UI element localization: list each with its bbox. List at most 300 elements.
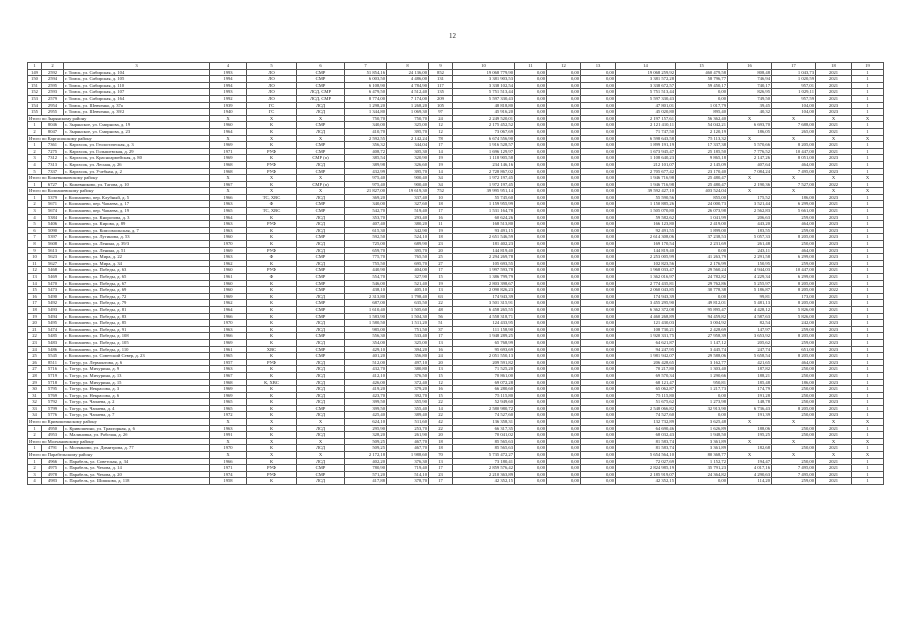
table-cell: 15 (28, 287, 42, 294)
table-cell: РУФ (247, 465, 297, 472)
table-cell: СМР (п) (297, 155, 345, 162)
table-cell: Х (247, 135, 297, 142)
table-cell: 5776 (42, 412, 64, 419)
table-cell: 3 361,89 (676, 438, 728, 445)
table-cell: 5495 (42, 320, 64, 327)
table-cell: 410,70 (345, 128, 387, 135)
table-cell: 1 118 905,58 (453, 155, 515, 162)
table-cell: 26 (28, 359, 42, 366)
table-cell: 0,00 (676, 89, 728, 96)
table-cell: 0,00 (515, 313, 547, 320)
table-cell: г. Колпашево, ул. Советский Север, д. 23 (64, 353, 210, 360)
table-cell: 17 (429, 333, 453, 340)
table-cell: 2021 (816, 82, 852, 89)
table-cell: 31 (28, 392, 42, 399)
table-cell: 467,70 (387, 445, 429, 452)
table-cell: 2954 (42, 102, 64, 109)
subtotal-label: Итого по Молчановскому району (28, 438, 210, 445)
table-cell: 188,21 (728, 372, 772, 379)
table-cell: 250,00 (772, 392, 816, 399)
table-cell: 624,10 (345, 419, 387, 426)
table-cell: 0,00 (581, 234, 616, 241)
table-cell: ЛО (247, 95, 297, 102)
table-cell: 32 (28, 399, 42, 406)
table-cell: 75 115,80 (616, 392, 676, 399)
table-cell: К (247, 366, 297, 373)
table-cell: 356,32 (345, 142, 387, 149)
table-cell: 0,00 (515, 227, 547, 234)
column-header: 8 (387, 63, 429, 70)
table-cell: 1 (852, 221, 884, 228)
table-cell: 33 (28, 405, 42, 412)
table-cell: 719,40 (387, 465, 429, 472)
table-cell: 12 (429, 128, 453, 135)
table-cell: 0,00 (547, 392, 581, 399)
table-cell: Х (210, 188, 247, 195)
table-cell: 3 (28, 155, 42, 162)
table-cell: 326,60 (387, 161, 429, 168)
table-cell: Х (772, 419, 816, 426)
table-cell: 6 736,43 (728, 405, 772, 412)
table-cell: 0,00 (515, 82, 547, 89)
table-cell: 2 548 066,82 (616, 405, 676, 412)
table-cell: 0,00 (581, 425, 616, 432)
table-cell: 376,30 (387, 458, 429, 465)
table-cell: 2023 (816, 247, 852, 254)
table-cell: 1993 (210, 69, 247, 76)
table-row (28, 148, 884, 155)
table-cell: 1 152,72 (676, 458, 728, 465)
table-cell: 8 205,00 (772, 142, 816, 149)
table-cell: 1 (852, 366, 884, 373)
table-cell: Х (297, 135, 345, 142)
table-cell: 55 745,60 (453, 194, 515, 201)
table-cell: ЛСД (297, 326, 345, 333)
table-cell: 74 527,60 (616, 412, 676, 419)
table-row (28, 234, 884, 241)
table-cell: 6 598 643,58 (616, 135, 676, 142)
table-cell: Х (728, 452, 772, 459)
table-cell: К (247, 313, 297, 320)
table-cell: 117 (429, 82, 453, 89)
table-cell: 5473 (42, 287, 64, 294)
table-cell: 464,00 (772, 247, 816, 254)
table-cell: 0,00 (515, 267, 547, 274)
table-cell: 242,00 (772, 320, 816, 327)
table-cell: 8 051,00 (772, 155, 816, 162)
table-cell: К (247, 432, 297, 439)
table-cell: 0,00 (515, 201, 547, 208)
table-cell: 1964 (210, 306, 247, 313)
table-cell: 1 504,30 (387, 313, 429, 320)
table-cell: 1 (852, 214, 884, 221)
table-cell: 2 (28, 128, 42, 135)
table-cell: 1940 (210, 109, 247, 116)
table-cell: 1 948 289,25 (453, 333, 515, 340)
table-cell: с. Парабель, ул. Советская, д. 34 (64, 458, 210, 465)
table-cell: 0,00 (547, 214, 581, 221)
table-cell: 325,00 (387, 339, 429, 346)
table-cell: 23 (28, 339, 42, 346)
table-cell: 337,40 (387, 194, 429, 201)
table-cell: Х (247, 438, 297, 445)
table-cell: 95 693,69 (453, 346, 515, 353)
table-cell: ЛСД (297, 339, 345, 346)
table-cell: 2023 (816, 399, 852, 406)
table-cell: 5769 (42, 392, 64, 399)
table-cell: с. Зырянское, ул. Смирнова, д. 23 (64, 128, 210, 135)
table-row (28, 208, 884, 215)
table-row (28, 478, 884, 485)
table-cell: 429,10 (345, 346, 387, 353)
table-cell: 195,25 (728, 432, 772, 439)
table-cell: 395,70 (387, 168, 429, 175)
table-cell: 0,00 (581, 82, 616, 89)
table-cell: 380,20 (387, 221, 429, 228)
table-cell: 402,20 (345, 458, 387, 465)
table-cell: ЛСД (297, 478, 345, 485)
table-cell: 3 338 672,57 (616, 82, 676, 89)
table-cell: 0,00 (547, 478, 581, 485)
table-cell: 70 217,80 (616, 366, 676, 373)
table-cell: 153 (28, 95, 42, 102)
table-cell: 0,00 (581, 188, 616, 195)
table-cell: 0,00 (547, 168, 581, 175)
table-cell: 975,40 (345, 175, 387, 182)
table-cell: 5799 (42, 405, 64, 412)
table-cell: ЛСД (297, 366, 345, 373)
table-cell: Х (772, 188, 816, 195)
table-cell: 24 364,82 (676, 471, 728, 478)
table-cell: 5397 (42, 234, 64, 241)
table-cell: г. Колпашево, ул. Ленина, д. 51 (64, 247, 210, 254)
table-row (28, 227, 884, 234)
table-cell: 0,00 (547, 287, 581, 294)
table-cell: 2023 (816, 379, 852, 386)
table-cell: СМР (297, 405, 345, 412)
table-cell: 2 803 398,67 (453, 280, 515, 287)
table-cell: 1969 (210, 386, 247, 393)
table-cell: 0,00 (547, 260, 581, 267)
table-cell: 25 185,50 (676, 148, 728, 155)
table-cell: 5469 (42, 274, 64, 281)
table-cell: 2 824 985,19 (616, 465, 676, 472)
table-cell: 72 027,69 (616, 458, 676, 465)
table-cell: г. Колпашево, ул. Победы, д. 65 (64, 274, 210, 281)
table-cell: 259,00 (772, 214, 816, 221)
table-cell: 2022 (816, 287, 852, 294)
table-cell: 5718 (42, 379, 64, 386)
table-cell: 92 491,55 (616, 227, 676, 234)
table-cell: 378,70 (387, 478, 429, 485)
table-cell: 19 (28, 313, 42, 320)
table-cell: Х (728, 419, 772, 426)
table-cell: г. Колпашево, ул. Кирова, д. 89 (64, 221, 210, 228)
table-cell: 2021 (816, 208, 852, 215)
table-cell: 2 774 435,81 (616, 280, 676, 287)
table-cell: 82,54 (728, 320, 772, 327)
table-cell: 19 619,30 (387, 188, 429, 195)
table-cell: 250,00 (772, 412, 816, 419)
table-row (28, 76, 884, 83)
table-cell: 66 317,35 (453, 425, 515, 432)
table-cell: 0,00 (547, 102, 581, 109)
table-cell: 0,00 (515, 372, 547, 379)
table-cell: 0,00 (581, 306, 616, 313)
table-cell: К (247, 333, 297, 340)
table-cell: 392,70 (387, 392, 429, 399)
table-row (28, 458, 884, 465)
table-cell: 8 205,00 (772, 333, 816, 340)
table-row (28, 280, 884, 287)
table-cell: 438,10 (345, 287, 387, 294)
table-cell: 340,00 (345, 201, 387, 208)
table-cell: 394,20 (387, 346, 429, 353)
table-cell: 250,00 (772, 372, 816, 379)
table-cell: 2023 (816, 412, 852, 419)
table-cell: 65 062,87 (616, 386, 676, 393)
table-cell: К (247, 181, 297, 188)
table-cell: Х (210, 452, 247, 459)
table-cell: 1 (852, 478, 884, 485)
table-cell: 2021 (816, 148, 852, 155)
table-cell: 2021 (816, 267, 852, 274)
table-cell: 2021 (816, 76, 852, 83)
table-cell: ЛСД, СМР (297, 89, 345, 96)
table-cell: с. Тогур, ул. Мичурина, д. 15 (64, 379, 210, 386)
table-cell: 460 479,58 (676, 69, 728, 76)
table-cell: 2023 (816, 227, 852, 234)
table-cell: г. Томск, ул. Шевченко, д. 39/2 (64, 109, 210, 116)
table-cell: 0,00 (581, 471, 616, 478)
table-cell: с. Зырянское, ул. Смирнова, д. 19 (64, 122, 210, 129)
table-cell: 746,94 (728, 76, 772, 83)
table-cell: 1 972 197,45 (453, 175, 515, 182)
table-cell: 4 944,03 (728, 267, 772, 274)
table-cell: 5470 (42, 280, 64, 287)
table-cell: 440,90 (345, 267, 387, 274)
table-cell: 0,00 (547, 465, 581, 472)
table-cell: Х (728, 438, 772, 445)
table-cell: 168 513,80 (453, 221, 515, 228)
table-cell: 1962 (210, 260, 247, 267)
table-cell: 8047 (42, 128, 64, 135)
table-cell: 18 (28, 306, 42, 313)
table-cell: ЛСД (297, 392, 345, 399)
table-cell: 5 (28, 221, 42, 228)
table-cell: 1 043,73 (772, 69, 816, 76)
table-cell: 0,00 (581, 142, 616, 149)
table-cell: 0,00 (515, 419, 547, 426)
table-cell: 7 495,00 (772, 465, 816, 472)
table-cell: 740,17 (728, 82, 772, 89)
table-cell: 49 812,01 (676, 300, 728, 307)
table-cell: 0,00 (515, 339, 547, 346)
table-cell: 293,40 (387, 214, 429, 221)
table-cell: 2 728 867,02 (453, 168, 515, 175)
table-cell: 0,00 (581, 399, 616, 406)
table-cell: г. Колпашево, пер. Клубный, д. 5 (64, 194, 210, 201)
table-cell: 0,00 (581, 175, 616, 182)
table-cell: 94 459,82 (676, 313, 728, 320)
table-cell: 855,00 (676, 194, 728, 201)
table-cell: 1 (852, 293, 884, 300)
table-cell: 5671 (42, 201, 64, 208)
table-cell: ЛСД, СМР (297, 95, 345, 102)
table-cell: 1 (852, 432, 884, 439)
table-cell: 0,00 (547, 234, 581, 241)
table-cell: ЛСД (297, 161, 345, 168)
table-row (28, 201, 884, 208)
table-cell: 2 428,69 (676, 326, 728, 333)
table-cell: Х (247, 175, 297, 182)
table-cell: 0,00 (581, 161, 616, 168)
table-cell: 17 (28, 300, 42, 307)
table-cell: 1 (852, 155, 884, 162)
table-cell: 2021 (816, 372, 852, 379)
table-cell: 2021 (816, 293, 852, 300)
table-cell: 2 313,80 (345, 293, 387, 300)
table-cell: 2021 (816, 142, 852, 149)
table-cell: 21 (28, 326, 42, 333)
table-cell: 2021 (816, 201, 852, 208)
table-cell: 0,00 (581, 280, 616, 287)
table-cell: 1 (28, 194, 42, 201)
table-cell: 6 299,00 (772, 201, 816, 208)
table-cell: 659,70 (345, 247, 387, 254)
table-cell: 5 735 472,27 (453, 452, 515, 459)
table-cell: Х (297, 188, 345, 195)
table-cell: 2021 (816, 478, 852, 485)
table-row (28, 386, 884, 393)
table-cell: 191,28 (728, 392, 772, 399)
table-cell: 85 565,63 (453, 438, 515, 445)
table-cell: 2023 (816, 221, 852, 228)
table-cell: 1965 (210, 208, 247, 215)
table-cell: 29 560,24 (676, 267, 728, 274)
table-cell: Х (728, 135, 772, 142)
table-cell: г. Колпашево, ул. Победы, д. 85 (64, 320, 210, 327)
table-cell: Х (772, 438, 816, 445)
table-cell: ЛО (247, 69, 297, 76)
table-cell: 1970 (210, 320, 247, 327)
table-cell: 0,00 (515, 346, 547, 353)
table-cell: 1 673 945,47 (616, 148, 676, 155)
table-cell: 3 004,92 (676, 320, 728, 327)
table-cell: 74 527,60 (453, 412, 515, 419)
table-cell: 0,00 (515, 333, 547, 340)
table-cell: Х (210, 438, 247, 445)
table-cell: 0,00 (547, 333, 581, 340)
table-cell: 0,00 (547, 267, 581, 274)
table-cell: 7275 (42, 148, 64, 155)
table-cell: 9 (28, 247, 42, 254)
table-cell: 0,00 (547, 175, 581, 182)
table-cell: СМР (п) (297, 181, 345, 188)
table-cell: 5 597 330,43 (616, 95, 676, 102)
table-cell: 2 197 157,61 (616, 115, 676, 122)
table-cell: 4791 (42, 445, 64, 452)
table-cell: 17 (429, 142, 453, 149)
table-cell: 2 147,26 (728, 155, 772, 162)
table-cell: 1 069,30 (387, 109, 429, 116)
table-cell: 1 (852, 379, 884, 386)
table-row (28, 306, 884, 313)
table-cell: 234 146,16 (453, 161, 515, 168)
table-cell: 0,00 (515, 148, 547, 155)
table-cell: К (247, 214, 297, 221)
table-cell: 2023 (816, 194, 852, 201)
table-cell: 0,00 (547, 227, 581, 234)
table-cell: 0,00 (547, 181, 581, 188)
table-cell: 780,90 (345, 465, 387, 472)
table-cell: 0,00 (547, 471, 581, 478)
table-cell: 0,00 (547, 201, 581, 208)
table-cell: 0,00 (581, 115, 616, 122)
table-cell: 42 352,15 (453, 478, 515, 485)
table-cell: 0,00 (547, 399, 581, 406)
table-cell: г. Колпашево, ул. Ленина, д. 39/3 (64, 241, 210, 248)
table-row (28, 122, 884, 129)
table-cell: 73 067,69 (453, 128, 515, 135)
table-cell: Х (297, 175, 345, 182)
table-cell: 8 (28, 241, 42, 248)
table-cell: 4966 (42, 458, 64, 465)
table-cell: 1969 (210, 293, 247, 300)
table-cell: 7313 (42, 161, 64, 168)
table-cell: 0,00 (547, 221, 581, 228)
table-cell: 4 (28, 161, 42, 168)
table-cell: г. Колпашево, ул. Комсомольская, д. 7 (64, 227, 210, 234)
table-cell: 0,00 (547, 69, 581, 76)
table-cell: 514,10 (387, 471, 429, 478)
table-cell: ЛО (247, 76, 297, 83)
table-cell: 7361 (42, 142, 64, 149)
table-cell: 0,00 (581, 155, 616, 162)
table-cell: 0,00 (581, 109, 616, 116)
table-cell: 0,00 (581, 214, 616, 221)
table-cell: Х (816, 452, 852, 459)
table-cell: К (247, 142, 297, 149)
table-cell: 4983 (42, 478, 64, 485)
table-cell: 3 381 903,53 (453, 76, 515, 83)
table-cell: 0,00 (515, 214, 547, 221)
table-cell: 2021 (816, 465, 852, 472)
table-cell: 152 (28, 89, 42, 96)
table-cell: Х (852, 115, 884, 122)
table-cell: г. Колпашево, ул. Лугинова, д. 53 (64, 234, 210, 241)
table-cell: РУФ (247, 267, 297, 274)
column-header: 11 (515, 63, 547, 70)
table-cell: 173,00 (772, 293, 816, 300)
table-cell: К (247, 326, 297, 333)
column-header: 17 (772, 63, 816, 70)
table-cell: 432,70 (345, 366, 387, 373)
table-cell: 895,40 (676, 109, 728, 116)
table-cell: 5494 (42, 313, 64, 320)
table-cell: с. Кожевниково, ул. Тагова, д. 10 (64, 181, 210, 188)
table-cell: 2 (28, 201, 42, 208)
table-cell: 1 (852, 254, 884, 261)
table-cell: 7 527,00 (772, 181, 816, 188)
table-cell: 1966 (210, 458, 247, 465)
table-cell: 0,00 (547, 188, 581, 195)
table-cell: 1 610,40 (345, 306, 387, 313)
table-cell: 6 458 265,55 (453, 306, 515, 313)
table-cell: 2594 (42, 76, 64, 83)
table-cell: 2593 (42, 89, 64, 96)
table-cell: 320,90 (387, 155, 429, 162)
